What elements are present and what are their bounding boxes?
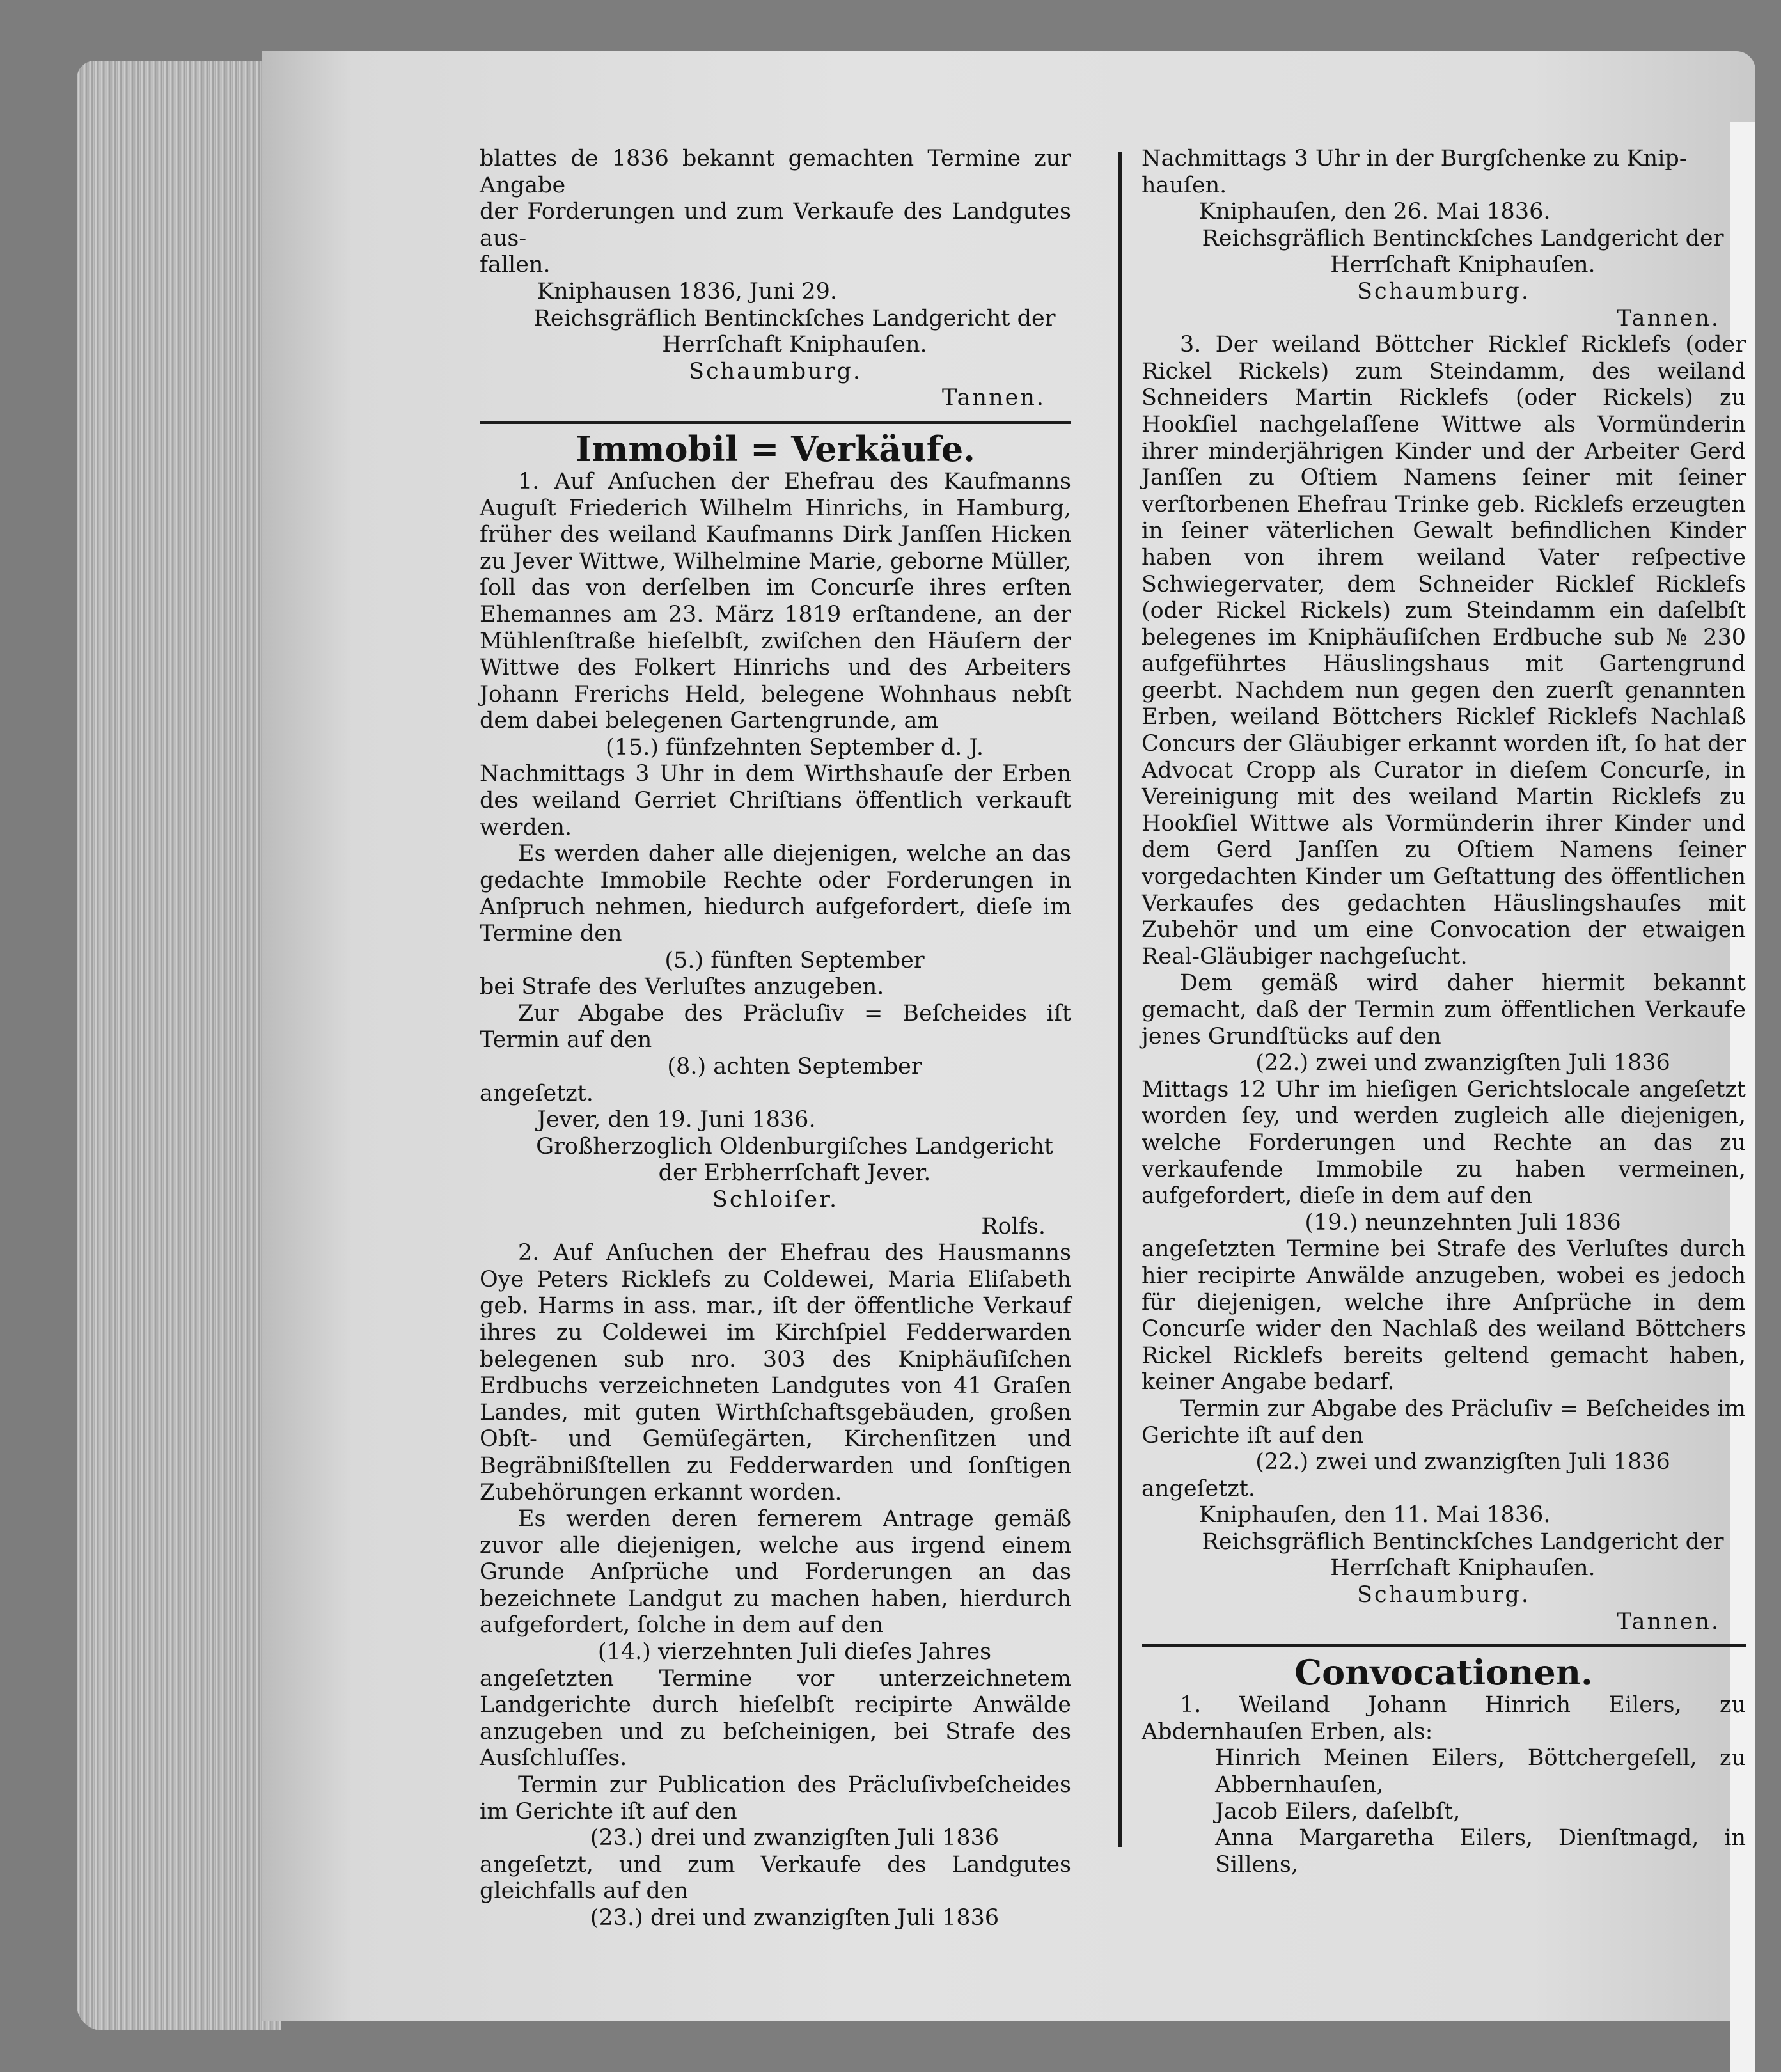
court-name: Großherzoglich Oldenburgiſches Landgericht xyxy=(536,1133,1053,1159)
section-heading: Immobil = Verkäufe. xyxy=(576,428,975,469)
notice-paragraph: Es werden daher alle diejenigen, welche an das gedachte Immobile Rechte oder Forderungen in Anſpruch nehmen, hiedurch aufgefordert, dieſe im Termine den xyxy=(480,841,1071,947)
text-line: blattes de 1836 bekannt gemachten Termine zur Angabe xyxy=(480,146,1071,198)
notice-paragraph: 1. Auf Anſuchen der Ehefrau des Kaufmanns Auguſt Friederich Wilhelm Hinrichs, in Hamburg, früher des weiland Kaufmanns Dirk Janſſen Hicken zu Jever Wittwe, Wilhelmine Marie, geborne Müller, ſoll das von derſelben im Concurſe ihres erſten Ehemannes am 23. März 1819 erſtandene, an der Mühlenſtraße hieſelbſt, zwiſchen den Häuſern der Wittwe des Folkert Hinrichs und des Arbeiters Johann Frerichs Held, belegene Wohnhaus nebſt dem dabei belegenen Gartengrunde, am xyxy=(480,468,1071,734)
left-column xyxy=(480,146,1071,1932)
text-line: der Forderungen und zum Verkaufe des Landgutes aus- xyxy=(480,199,1071,251)
notice-paragraph: Zur Abgabe des Präcluſiv = Beſcheides iſt Termin auf den xyxy=(480,1000,1071,1053)
notice-paragraph: 3. Der weiland Böttcher Ricklef Ricklefs (oder Rickel Rickels) zum Steindamm, des weiland Schneiders Martin Ricklefs (oder Rickels) zu Hookſiel nachgelaſſene Wittwe als Vormünderin ihrer minderjährigen Kinder und der Arbeiter Gerd Janſſen zu Oſtiem Namens ſeiner mit ſeiner verſtorbenen Ehefrau Trinke geb. Ricklefs erzeugten in ſeiner väterlichen Gewalt befindlichen Kinder haben von ihrem weiland Vater reſpective Schwiegervater, dem Schneider Ricklef Ricklefs (oder Rickel Rickels) zum Steindamm ein daſelbſt belegenes im Kniphäuſiſchen Erdbuche sub № 230 aufgeführtes Häuslingshaus mit Gartengrund geerbt. Nachdem nun gegen den zuerſt genannten Erben, weiland Böttchers Ricklef Ricklefs Nachlaß Concurs der Gläubiger erkannt worden iſt, ſo hat der Advocat Cropp als Curator in dieſem Concurſe, in Vereinigung mit des weiland Martin Ricklefs zu Hookſiel Wittwe als Vormünderin ihrer Kinder und dem Gerd Janſſen zu Oſtiem Namens ſeiner vorgedachten Kinder um Geſtattung des öffentlichen Verkaufes des gedachten Häuslingshauſes mit Zubehör und um eine Convocation der etwaigen Real-Gläubiger nachgeſucht. xyxy=(1142,332,1746,969)
signature: Rolfs. xyxy=(981,1213,1046,1239)
notice-paragraph: Mittags 12 Uhr im hieſigen Gerichtslocale angeſetzt worden ſey, und werden zugleich alle diejenigen, welche Forderungen und Rechte an das zu verkaufende Immobile zu haben vermeinen, aufgefordert, dieſe in dem auf den xyxy=(1142,1076,1746,1209)
notice-paragraph: angeſetzt, und zum Verkaufe des Landgutes gleichfalls auf den xyxy=(480,1851,1071,1904)
signature: Schaumburg. xyxy=(689,358,862,384)
term-date: (23.) drei und zwanzigſten Juli 1836 xyxy=(590,1905,1000,1931)
text-line: fallen. xyxy=(480,252,551,278)
court-name: der Erbherrſchaft Jever. xyxy=(658,1160,931,1186)
section-rule xyxy=(480,421,1071,424)
section-heading: Convocationen. xyxy=(1294,1652,1593,1693)
term-date: (22.) zwei und zwanzigſten Juli 1836 xyxy=(1255,1050,1670,1076)
signature: Tannen. xyxy=(1617,1608,1720,1635)
notice-paragraph: Termin zur Publication des Präcluſivbeſcheides im Gerichte iſt auf den xyxy=(480,1772,1071,1825)
heir-name: Hinrich Meinen Eilers, Böttchergeſell, zu Abbernhauſen, xyxy=(1215,1745,1746,1798)
notice-paragraph: angeſetzten Termine bei Strafe des Verluſtes durch hier recipirte Anwälde anzugeben, wobei es jedoch für diejenigen, welche ihre Anſprüche in dem Concurſe wider den Nachlaß des weiland Böttchers Rickel Ricklefs bereits geltend gemacht haben, keiner Angabe bedarf. xyxy=(1142,1236,1746,1395)
notice-paragraph: 2. Auf Anſuchen der Ehefrau des Hausmanns Oye Peters Ricklefs zu Coldewei, Maria Eliſabeth geb. Harms in ass. mar., iſt der öffentliche Verkauf ihres zu Coldewei im Kirchſpiel Fedderwarden belegenen sub nro. 303 des Kniphäuſiſchen Erdbuchs verzeichneten Landgutes von 41 Graſen Landes, mit guten Wirthſchaftsgebäuden, großen Obſt- und Gemüſegärten, Kirchenſitzen und Begräbnißſtellen zu Fedderwarden und ſonſtigen Zubehörungen erkannt worden. xyxy=(480,1240,1071,1505)
notice-paragraph: Dem gemäß wird daher hiermit bekannt gemacht, daß der Termin zum öffentlichen Verkaufe jenes Grundſtücks auf den xyxy=(1142,970,1746,1049)
text-line: hauſen. xyxy=(1142,172,1227,198)
term-date: (23.) drei und zwanzigſten Juli 1836 xyxy=(590,1825,1000,1851)
signature: Schloiſer. xyxy=(712,1186,839,1213)
notice-paragraph: Termin zur Abgabe des Präcluſiv = Beſcheides im Gerichte iſt auf den xyxy=(1142,1395,1746,1448)
column-divider xyxy=(1118,152,1122,1847)
notice-paragraph: angeſetzten Termine vor unterzeichnetem Landgerichte durch hieſelbſt recipirte Anwälde anzugeben und zu beſcheinigen, bei Strafe des Ausſchluſſes. xyxy=(480,1665,1071,1771)
court-name: Herrſchaft Kniphauſen. xyxy=(1330,252,1596,278)
court-name: Herrſchaft Kniphauſen. xyxy=(662,332,927,358)
term-date: (19.) neunzehnten Juli 1836 xyxy=(1305,1209,1621,1236)
notice-paragraph: Nachmittags 3 Uhr in dem Wirthshauſe der Erben des weiland Gerriet Chriſtians öffentlich verkauft werden. xyxy=(480,761,1071,840)
term-date: (5.) fünften September xyxy=(664,947,925,973)
court-name: Herrſchaft Kniphauſen. xyxy=(1330,1555,1596,1581)
court-name: Reichsgräflich Bentinckſches Landgericht der xyxy=(1202,1528,1724,1555)
dateline: Kniphauſen, den 26. Mai 1836. xyxy=(1199,199,1551,225)
signature: Tannen. xyxy=(942,385,1046,411)
signature: Schaumburg. xyxy=(1357,278,1530,304)
heir-name: Anna Margaretha Eilers, Dienſtmagd, in Sillens, xyxy=(1215,1825,1746,1878)
notice-paragraph: angeſetzt. xyxy=(480,1080,593,1106)
notice-paragraph: 1. Weiland Johann Hinrich Eilers, zu Abdernhauſen Erben, als: xyxy=(1142,1692,1746,1745)
section-rule xyxy=(1142,1644,1746,1647)
term-date: (14.) vierzehnten Juli dieſes Jahres xyxy=(597,1639,992,1665)
right-column xyxy=(1142,146,1746,1878)
heir-name: Jacob Eilers, daſelbſt, xyxy=(1215,1798,1461,1825)
court-name: Reichsgräflich Bentinckſches Landgericht der xyxy=(533,305,1056,331)
term-date: (15.) fünfzehnten September d. J. xyxy=(606,734,984,760)
notice-paragraph: angeſetzt. xyxy=(1142,1475,1255,1502)
term-date: (22.) zwei und zwanzigſten Juli 1836 xyxy=(1255,1449,1670,1475)
notice-paragraph: bei Strafe des Verluſtes anzugeben. xyxy=(480,974,884,1000)
book-page-edges xyxy=(77,61,281,2030)
signature: Schaumburg. xyxy=(1357,1582,1530,1608)
notice-paragraph: Es werden deren fernerem Antrage gemäß zuvor alle diejenigen, welche aus irgend einem Grunde Anſprüche und Forderungen an das bezeichnete Landgut zu machen haben, hierdurch aufgefordert, ſolche in dem auf den xyxy=(480,1506,1071,1638)
court-name: Reichsgräflich Bentinckſches Landgericht der xyxy=(1202,225,1724,251)
signature: Tannen. xyxy=(1617,305,1720,331)
dateline: Kniphausen 1836, Juni 29. xyxy=(537,278,837,304)
term-date: (8.) achten September xyxy=(667,1054,922,1079)
dateline: Kniphauſen, den 11. Mai 1836. xyxy=(1199,1502,1551,1528)
text-line: Nachmittags 3 Uhr in der Burgſchenke zu Knip- xyxy=(1142,146,1687,171)
dateline: Jever, den 19. Juni 1836. xyxy=(537,1107,816,1133)
